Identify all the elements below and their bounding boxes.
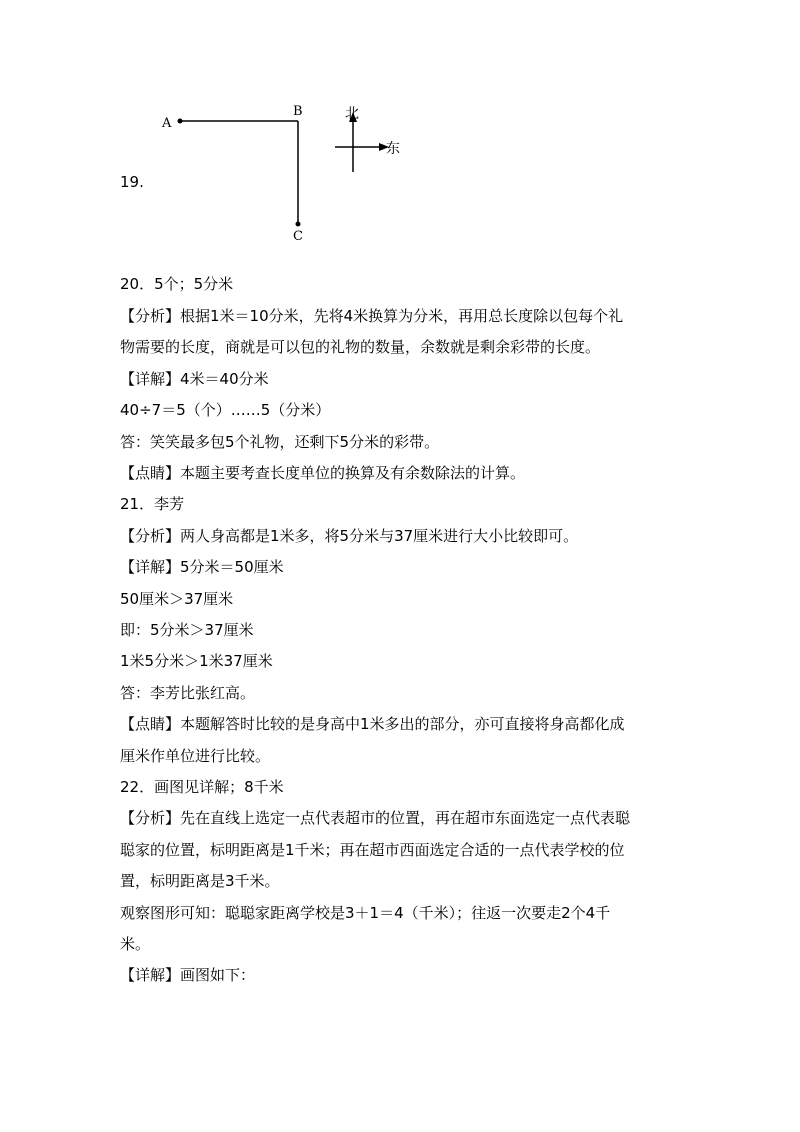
point-a-dot xyxy=(178,119,183,124)
answer-21-reply: 答：李芳比张红高。 xyxy=(120,684,256,702)
answer-20-detail-line-2: 40÷7＝5（个）……5（分米） xyxy=(120,401,331,419)
answer-20-analysis-line-2: 物需要的长度，商就是可以包的礼物的数量，余数就是剩余彩带的长度。 xyxy=(120,338,601,356)
answer-22-analysis-line-3: 置，标明距离是3千米。 xyxy=(120,872,280,890)
compass-icon xyxy=(335,112,389,172)
east-label: 东 xyxy=(386,141,400,157)
point-b-label: B xyxy=(293,104,303,119)
answer-22-analysis-line-2: 聪家的位置，标明距离是1千米；再在超市西面选定合适的一点代表学校的位 xyxy=(120,841,625,859)
answer-21-analysis: 【分析】两人身高都是1米多，将5分米与37厘米进行大小比较即可。 xyxy=(120,527,579,545)
answer-21-detail-line-1: 【详解】5分米＝50厘米 xyxy=(120,558,284,576)
answer-22-heading: 22．画图见详解；8千米 xyxy=(120,778,284,796)
point-c-label: C xyxy=(293,229,303,244)
question-19-number: 19. xyxy=(120,173,144,191)
answer-21-detail-line-2: 50厘米＞37厘米 xyxy=(120,590,234,608)
answer-20-heading: 20．5个；5分米 xyxy=(120,275,234,293)
q19-direction-diagram xyxy=(0,0,800,260)
answer-20-reply: 答：笑笑最多包5个礼物，还剩下5分米的彩带。 xyxy=(120,433,440,451)
point-c-dot xyxy=(296,222,301,227)
answer-20-comment: 【点睛】本题主要考查长度单位的换算及有余数除法的计算。 xyxy=(120,464,526,482)
north-label: 北 xyxy=(345,106,359,122)
point-a-label: A xyxy=(162,116,172,131)
answer-20-analysis-line-1: 【分析】根据1米＝10分米，先将4米换算为分米，再用总长度除以包每个礼 xyxy=(120,307,624,325)
answer-21-heading: 21．李芳 xyxy=(120,495,185,513)
answer-20-detail-line-1: 【详解】4米＝40分米 xyxy=(120,370,269,388)
answer-21-comment-line-1: 【点睛】本题解答时比较的是身高中1米多出的部分，亦可直接将身高都化成 xyxy=(120,715,625,733)
answer-22-analysis-line-1: 【分析】先在直线上选定一点代表超市的位置，再在超市东面选定一点代表聪 xyxy=(120,809,631,827)
answer-21-detail-line-3: 即：5分米＞37厘米 xyxy=(120,621,254,639)
answer-22-observation-line-1: 观察图形可知：聪聪家距离学校是3＋1＝4（千米）；往返一次要走2个4千 xyxy=(120,904,611,922)
answer-21-detail-line-4: 1米5分米＞1米37厘米 xyxy=(120,652,273,670)
answer-22-observation-line-2: 米。 xyxy=(120,935,151,953)
answer-21-comment-line-2: 厘米作单位进行比较。 xyxy=(120,747,271,765)
answer-22-detail: 【详解】画图如下： xyxy=(120,966,256,984)
